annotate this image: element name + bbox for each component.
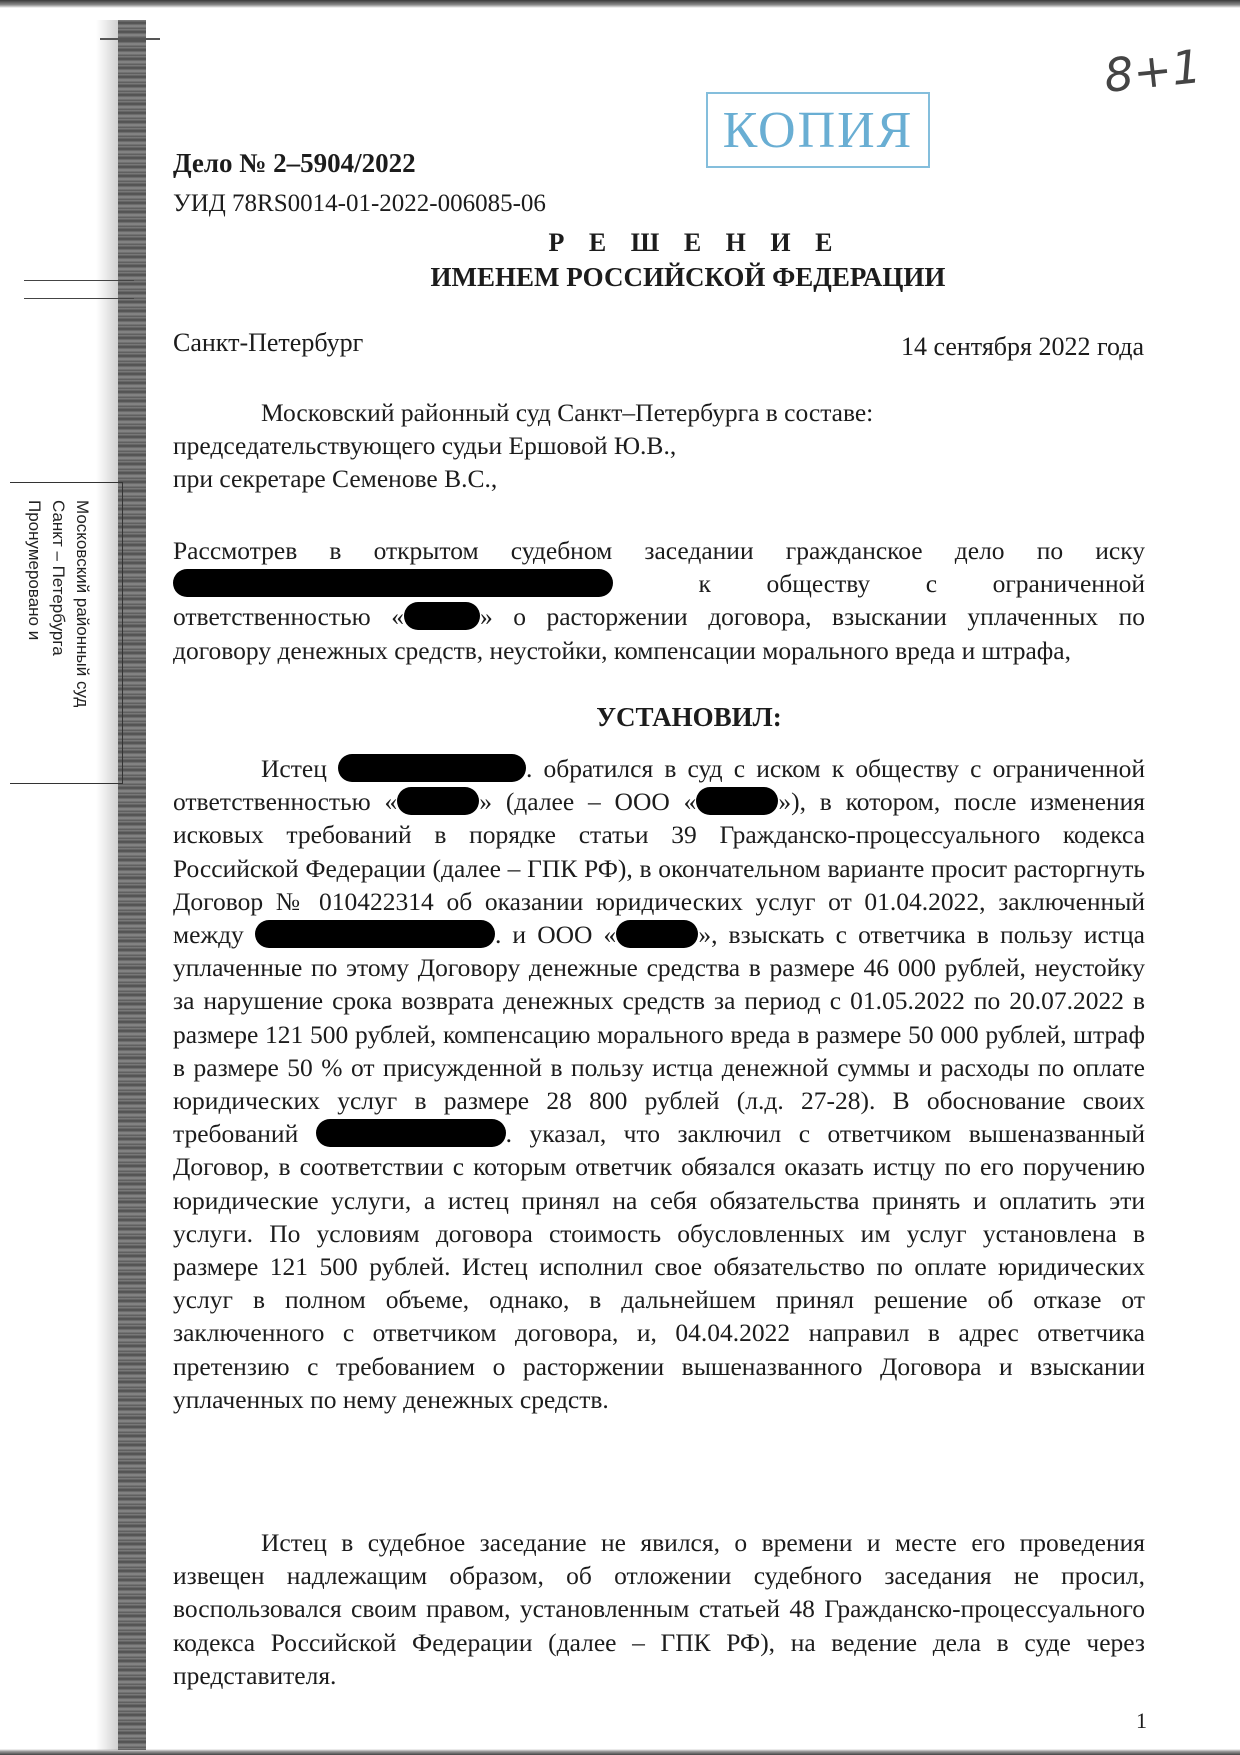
redaction-bar bbox=[173, 569, 613, 597]
redaction-bar bbox=[616, 920, 698, 948]
text-fragment: »), в котором, после изменения исковых требований в порядке статьи 39 Гражданско-процессуального кодекса Российской Федерации (далее – ГПК РФ), в окончательном варианте просит расторгнуть Договор № 010422314 об оказании юридических услуг от 01.04.2022, заключенный между bbox=[173, 787, 1145, 950]
document-subtitle: ИМЕНЕМ РОССИЙСКОЙ ФЕДЕРАЦИИ bbox=[430, 262, 946, 292]
redaction-bar bbox=[696, 787, 778, 815]
scan-edge-top bbox=[0, 0, 1240, 8]
court-line: председательствующего судьи Ершовой Ю.В., bbox=[173, 431, 677, 460]
page-number: 1 bbox=[1136, 1708, 1147, 1733]
document-title: Р Е Ш Е Н И Е bbox=[548, 228, 842, 257]
decision-date: 14 сентября 2022 года bbox=[900, 332, 1144, 361]
court-line: Московский районный суд Санкт–Петербурга в составе: bbox=[261, 398, 874, 427]
city: Санкт-Петербург bbox=[173, 328, 364, 357]
text-fragment: Рассмотрев в открытом судебном заседании гражданское дело по иску bbox=[173, 536, 1145, 565]
case-number: Дело № 2–5904/2022 bbox=[173, 148, 416, 178]
redaction-bar bbox=[397, 787, 479, 815]
redaction-bar bbox=[404, 602, 480, 630]
text-fragment: Истец bbox=[261, 754, 327, 783]
redaction-bar bbox=[255, 920, 495, 948]
text-fragment: » о расторжении договора, взыскании уплаченных по договору денежных средств, неустойки, компенсации морального вреда и штрафа, bbox=[173, 602, 1145, 665]
case-uid: УИД 78RS0014-01-2022-006085-06 bbox=[173, 190, 546, 217]
text-fragment: к обществу с ограниченной ответственностью « bbox=[173, 569, 1145, 632]
court-composition bbox=[173, 396, 1145, 495]
margin-stamp-line: Московский районный суд bbox=[73, 500, 92, 708]
text-fragment: . и ООО « bbox=[494, 920, 617, 950]
text-fragment: . указал, что заключил с ответчиком вышеназванный Договор, в соответствии с которым ответчик обязался оказать истцу по его поручению юридические услуги, а истец принял на себя обязательства принять и оплатить эти услуги. По условиям договора стоимость обусловленных им услуг установлена в размере 121 500 рублей. Истец исполнил свое обязательство по оплате юридических услуг в полном объеме, однако, в дальнейшем принял решение об отказе от заключенного с ответчиком договора, и, 04.04.2022 направил в адрес ответчика претензию с требованием о расторжении вышеназванного Договора и взыскании уплаченных по нему денежных средств. bbox=[173, 1119, 1146, 1414]
margin-rule bbox=[24, 298, 134, 299]
binding-hole bbox=[100, 38, 160, 40]
claim-paragraph bbox=[173, 752, 1145, 1416]
copy-stamp: КОПИЯ bbox=[706, 92, 930, 168]
court-line: при секретаре Семенове В.С., bbox=[173, 464, 498, 493]
scan-edge-bottom bbox=[0, 1749, 1240, 1755]
redaction-bar bbox=[316, 1119, 506, 1147]
considered-paragraph bbox=[173, 534, 1145, 667]
text-fragment: Истец в судебное заседание не явился, о времени и месте его проведения извещен надлежащим образом, об отложении судебного заседания не просил, воспользовался своим правом, установленным статьей 48 Гражданско-процессуального кодекса Российской Федерации (далее – ГПК РФ), на ведение дела в суде через представителя. bbox=[173, 1528, 1145, 1690]
text-fragment: » (далее – ООО « bbox=[479, 787, 697, 817]
margin-stamp-text bbox=[22, 500, 94, 707]
absence-paragraph bbox=[173, 1526, 1145, 1692]
text-fragment: . обратился в суд с иском к обществу с ограниченной ответственностью « bbox=[173, 754, 1145, 817]
margin-stamp-line: Санкт – Петербурга bbox=[49, 500, 68, 656]
margin-stamp-line: Пронумеровано и bbox=[25, 500, 44, 641]
text-fragment: », взыскать с ответчика в пользу истца уплаченные по этому Договору денежные средства в размере 46 000 рублей, неустойку за нарушение срока возврата денежных средств за период с 01.05.2022 по 20.07.2022 в размере 121 500 рублей, компенсацию морального вреда в размере 50 000 рублей, штраф в размере 50 % от присужденной в пользу истца денежной суммы и расходы по оплате юридических услуг в размере 28 800 рублей (л.д. 27-28). В обоснование своих требований bbox=[173, 920, 1145, 1149]
handwritten-page-mark: 8+1 bbox=[1101, 39, 1204, 103]
redaction-bar bbox=[338, 754, 526, 782]
section-heading: УСТАНОВИЛ: bbox=[596, 702, 782, 732]
